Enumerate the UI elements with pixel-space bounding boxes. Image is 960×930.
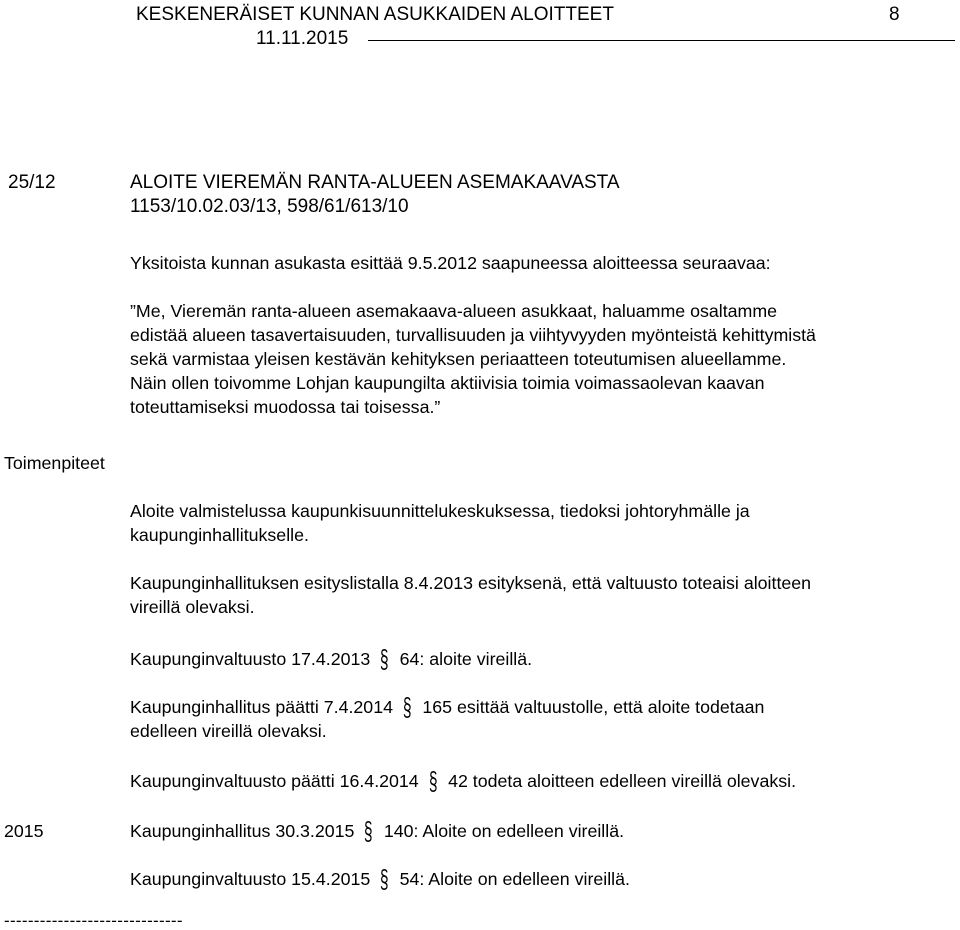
action-p6-pre: Kaupunginhallitus 30.3.2015 [130,821,355,841]
action-p7 [130,866,630,892]
action-p3-pre: Kaupunginvaltuusto 17.4.2013 [130,649,371,669]
action-p7-pre: Kaupunginvaltuusto 15.4.2015 [130,869,371,889]
action-p3 [130,646,532,672]
section-sign: § [402,692,412,722]
action-p4-post: 165 esittää valtuustolle, että aloite todetaan [422,697,765,717]
action-p1-line: kaupunginhallitukselle. [130,525,309,545]
section-sign: § [428,766,438,796]
quote-line: toteuttamiseksi muodossa tai toisessa.” [130,397,441,417]
quote-line: Näin ollen toivomme Lohjan kaupungilta aktiivisia toimia voimassaolevan kaavan [130,373,765,393]
quote-line: sekä varmistaa yleisen kestävän kehityksen periaatteen toteutumisen alueellamme. [130,349,787,369]
header-date: 11.11.2015 [256,28,349,49]
footer-separator: ------------------------------ [4,911,183,930]
section-sign: § [380,644,389,674]
action-p7-post: 54: Aloite on edelleen vireillä. [399,869,630,889]
action-p6 [130,818,624,844]
action-p2-line: vireillä olevaksi. [130,597,255,617]
action-p1-line: Aloite valmistelussa kaupunkisuunnittelukeskuksessa, tiedoksi johtoryhmälle ja [130,501,750,521]
action-p4-line2: edelleen vireillä olevaksi. [130,721,327,741]
section-sign: § [364,816,373,846]
header-title: KESKENERÄISET KUNNAN ASUKKAIDEN ALOITTEET [136,4,614,25]
item-heading-line1: ALOITE VIEREMÄN RANTA-ALUEEN ASEMAKAAVASTA [130,172,620,193]
item-number: 25/12 [8,172,56,193]
quote-line: edistää alueen tasavertaisuuden, turvallisuuden ja viihtyvyyden myönteistä kehittymistä [130,325,816,345]
quote-line: ”Me, Vieremän ranta-alueen asemakaava-alueen asukkaat, haluamme osaltamme [130,301,778,321]
actions-label: Toimenpiteet [4,453,105,473]
action-p5-pre: Kaupunginvaltuusto päätti 16.4.2014 [130,771,419,791]
action-p2-line: Kaupunginhallituksen esityslistalla 8.4.2013 esityksenä, että valtuusto toteaisi aloitteen [130,573,812,593]
page-number: 8 [889,4,900,25]
year-label: 2015 [4,821,44,841]
section-sign: § [380,864,389,894]
header-rule [368,40,955,41]
intro-text: Yksitoista kunnan asukasta esittää 9.5.2012 saapuneessa aloitteessa seuraavaa: [130,253,771,273]
item-heading-line2: 1153/10.02.03/13, 598/61/613/10 [130,196,409,217]
action-p5 [130,768,796,794]
action-p4-pre: Kaupunginhallitus päätti 7.4.2014 [130,697,393,717]
action-p6-post: 140: Aloite on edelleen vireillä. [383,821,625,841]
action-p3-post: 64: aloite vireillä. [399,649,533,669]
action-p4 [130,694,764,720]
action-p5-post: 42 todeta aloitteen edelleen vireillä olevaksi. [448,771,797,791]
